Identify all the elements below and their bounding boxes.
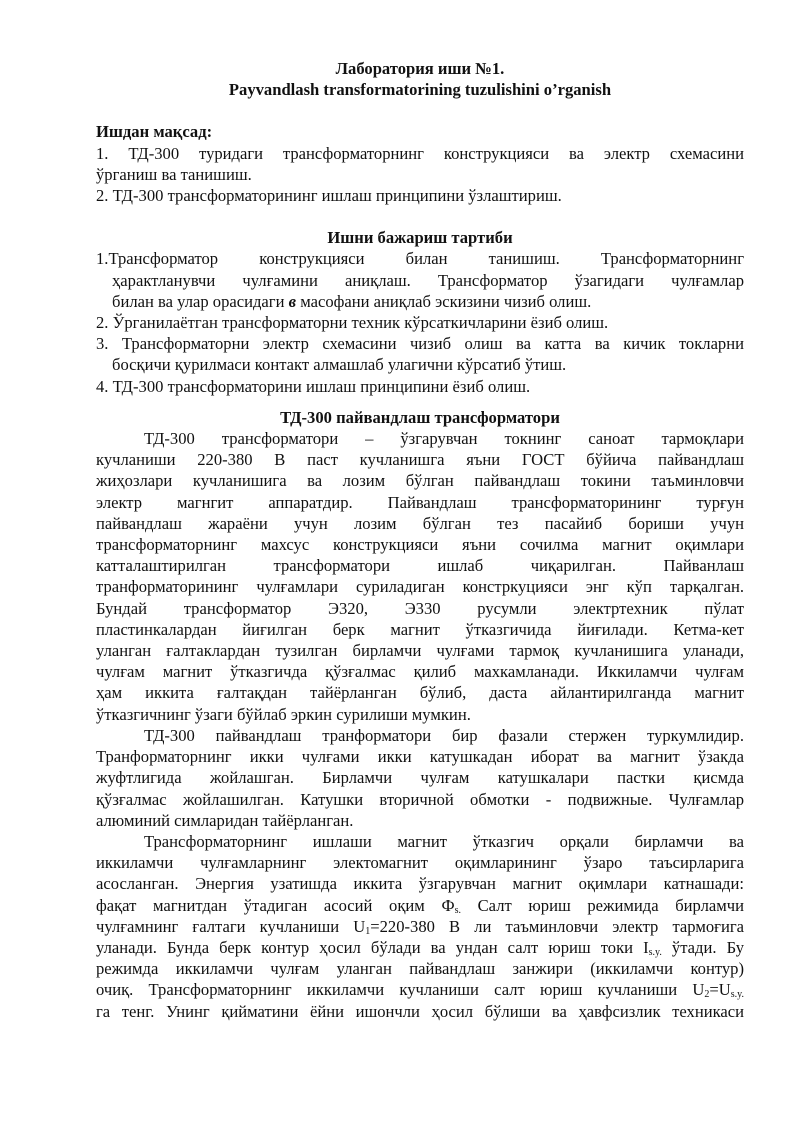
step-1-text-a: билан ва улар орасидаги bbox=[112, 291, 289, 311]
step-1-text-b: масофани аниқлаб эскизини чизиб олиш. bbox=[296, 291, 592, 311]
paragraph-line: ТД-300 пайвандлаш транформатори бир фазали стержен туркумлидир. bbox=[144, 725, 744, 745]
paragraph-line: алюминий симларидан тайёрланган. bbox=[96, 810, 354, 830]
goal-heading: Ишдан мақсад: bbox=[96, 122, 213, 142]
paragraph-line: Транформаторнинг икки чулғами икки катушкадан иборат ва магнит ўзакда bbox=[96, 747, 744, 767]
paragraph-line bbox=[96, 937, 744, 958]
procedure-step-3-line-1: 3. Трансформаторни электр схемасини чизиб олиш ва катта ва кичик токларни bbox=[96, 334, 744, 354]
goal-item-1-line-1: 1. ТД-300 туридаги трансформаторнинг конструкцияси ва электр схемасини bbox=[96, 143, 744, 163]
paragraph-line: пластинкалардан йиғилган берк магнит ўтказгичида йиғилади. Кетма-кет bbox=[96, 619, 744, 639]
paragraph-line bbox=[96, 979, 744, 1000]
subscript: s.y. bbox=[730, 989, 744, 1001]
text-fragment: =U bbox=[709, 980, 731, 1000]
paragraph-line: уланган ғалтаклардан тузилган бирламчи чулғами тармоқ кучланишига уланади, bbox=[96, 641, 744, 661]
paragraph-line: жиҳозлари кучланишига ва лозим бўлган пайвандлаш токини таъминловчи bbox=[96, 471, 744, 491]
section-heading: ТД-300 пайвандлаш трансформатори bbox=[280, 407, 560, 427]
goal-item-1-line-2: ўрганиш ва танишиш. bbox=[96, 164, 252, 184]
paragraph-line: га тенг. Унинг қийматини ёйни ишончли ҳосил бўлиши ва ҳавфсизлик техникаси bbox=[96, 1001, 744, 1021]
procedure-step-1-line-1: 1.Трансформатор конструкцияси билан танишиш. Трансформаторнинг bbox=[96, 249, 744, 269]
paragraph-line bbox=[96, 916, 744, 937]
procedure-step-4: 4. ТД-300 трансформаторини ишлаш принципини ёзиб олиш. bbox=[96, 376, 531, 396]
text-fragment: =220-380 В ли таъминловчи электр тармоғига bbox=[370, 916, 744, 936]
paragraph-line: асосланган. Энергия узатишда иккита ўзгарувчан магнит оқимлари катнашади: bbox=[96, 874, 744, 894]
paragraph-line: кучланиши 220-380 В паст кучланишга яъни ГОСТ бўйича пайвандлаш bbox=[96, 450, 744, 470]
text-fragment: чулғамнинг ғалтаги кучланиши U bbox=[96, 916, 366, 936]
procedure-step-1-line-3 bbox=[96, 291, 744, 312]
paragraph-line: режимда иккиламчи чулғам уланган пайвандлаш занжири (иккиламчи контур) bbox=[96, 959, 744, 979]
paragraph-line: транформаторининг чулғамлари суриладиган констркуцияси энг кўп тарқалган. bbox=[96, 577, 744, 597]
paragraph-line bbox=[96, 895, 744, 916]
procedure-step-2: 2. Ўрганилаётган трансформаторни техник кўрсаткичларини ёзиб олиш. bbox=[96, 313, 609, 333]
paragraph-line: қўзғалмас жойлашилган. Катушки вторичной обмотки - подвижные. Чулғамлар bbox=[96, 789, 744, 809]
goal-item-2: 2. ТД-300 трансформаторининг ишлаш принципини ўзлаштириш. bbox=[96, 186, 562, 206]
paragraph-line: иккиламчи чулғамларнинг электомагнит оқимларининг ўзаро таъсирларига bbox=[96, 853, 744, 873]
paragraph-line: ҳам иккита ғалтақдан тайёрланган бўлиб, даста айлантирилганда магнит bbox=[96, 683, 744, 703]
paragraph-line: Бундай трансформатор Э320, Э330 русумли электртехник пўлат bbox=[96, 598, 744, 618]
paragraph-line: чулғам магнит ўтказгичда қўзғалмас қилиб махкамланади. Иккиламчи чулғам bbox=[96, 662, 744, 682]
document-title: Лаборатория иши №1. bbox=[335, 59, 505, 78]
paragraph-line: пайвандлаш жараёни учун лозим бўлган тез пасайиб бориши учун bbox=[96, 513, 744, 533]
text-fragment: ўтади. Бу bbox=[661, 937, 744, 957]
paragraph-line: трансформаторнинг махсус конструкцияси яъни сочилма магнит оқимлари bbox=[96, 535, 744, 555]
paragraph-line: ТД-300 трансформатори – ўзгарувчан токнинг саноат тармоқлари bbox=[144, 429, 744, 449]
text-fragment: фақат магнитдан ўтадиган асосий оқим Ф bbox=[96, 895, 455, 915]
subscript: s.y. bbox=[648, 946, 662, 958]
text-fragment: очиқ. Трансформаторнинг иккиламчи кучланиши салт юриш кучланиши U bbox=[96, 980, 705, 1000]
paragraph-3 bbox=[96, 831, 744, 1022]
procedure-heading: Ишни бажариш тартиби bbox=[327, 228, 513, 248]
procedure-step-3-line-2: босқичи қурилмаси контакт алмашлаб улагични кўрсатиб ўтиш. bbox=[112, 355, 567, 375]
paragraph-line: электр магнгит аппаратдир. Пайвандлаш трансформаторининг турғун bbox=[96, 492, 744, 512]
text-fragment: уланади. Бунда берк контур ҳосил бўлади ва ундан салт юриш токи I bbox=[96, 937, 649, 957]
document-subtitle: Payvandlash transformatorining tuzulishini o’rganish bbox=[228, 80, 612, 100]
document-page bbox=[96, 58, 744, 1022]
paragraph-line: жуфтлигида жойлашган. Бирламчи чулғам катушкалари пастки қисмда bbox=[96, 768, 744, 788]
procedure-step-1-line-2: ҳарактланувчи чулғамини аниқлаш. Трансформатор ўзагидаги чулғамлар bbox=[112, 270, 744, 290]
paragraph-line: ўтказгичнинг ўзаги бўйлаб эркин сурилиши мумкин. bbox=[96, 704, 471, 724]
paragraph-1 bbox=[96, 428, 744, 725]
paragraph-2 bbox=[96, 725, 744, 831]
paragraph-line: катталаштирилган трансформатори ишлаб чиқарилган. Пайванлаш bbox=[96, 556, 744, 576]
distance-variable: в bbox=[288, 291, 297, 311]
subscript: s. bbox=[454, 904, 461, 916]
text-fragment: Салт юриш режимида бирламчи bbox=[460, 895, 744, 915]
subscript: 1 bbox=[365, 925, 371, 937]
subscript: 2 bbox=[704, 989, 710, 1001]
paragraph-line: Трансформаторнинг ишлаши магнит ўтказгич орқали бирламчи ва bbox=[144, 831, 744, 851]
